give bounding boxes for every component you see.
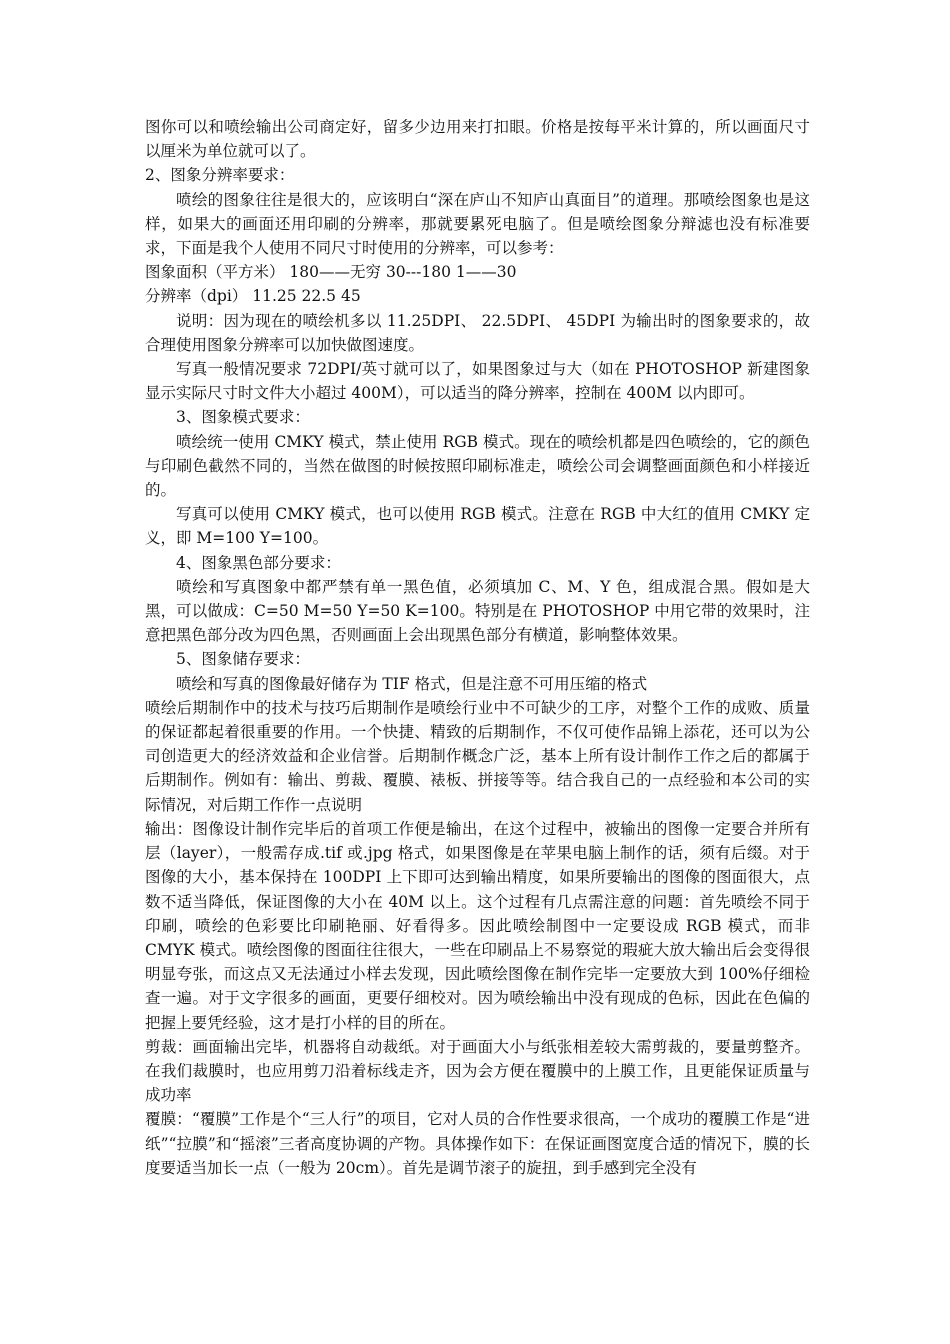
paragraph: 喷绘的图象往往是很大的，应该明白“深在庐山不知庐山真面目”的道理。那喷绘图象也是这样，如果大的画面还用印刷的分辨率，那就要累死电脑了。但是喷绘图象分辩滤也没有标准要求，下面是我个人使用不同尺寸时使用的分辨率，可以参考： [145, 190, 810, 258]
paragraph: 覆膜：“覆膜”工作是个“三人行”的项目，它对人员的合作性要求很高，一个成功的覆膜工作是“进纸”“拉膜”和“摇滚”三者高度协调的产物。具体操作如下：在保证画图宽度合适的情况下，膜的长度要适当加长一点（一般为 20cm）。首先是调节滚子的旋扭，到手感到完全没有 [145, 1110, 810, 1177]
paragraph: 分辨率（dpi） 11.25 22.5 45 [145, 287, 361, 306]
document-body [145, 115, 810, 1180]
paragraph: 图象面积（平方米） 180——无穷 30---180 1——30 [145, 263, 517, 282]
paragraph: 4、图象黑色部分要求： [176, 553, 341, 572]
paragraph: 喷绘后期制作中的技术与技巧后期制作是喷绘行业中不可缺少的工序，对整个工作的成败、质量的保证都起着很重要的作用。一个快捷、精致的后期制作，不仅可使作品锦上添花，还可以为公司创造更大的经济效益和企业信誉。后期制作概念广泛，基本上所有设计制作工作之后的都属于后期制作。例如有：输出、剪裁、覆膜、裱板、拼接等等。结合我自己的一点经验和本公司的实际情况，对后期工作作一点说明 [145, 698, 810, 814]
paragraph: 喷绘统一使用 CMKY 模式，禁止使用 RGB 模式。现在的喷绘机都是四色喷绘的，它的颜色与印刷色截然不同的，当然在做图的时候按照印刷标准走，喷绘公司会调整画面颜色和小样接近的。 [145, 432, 810, 500]
paragraph: 3、图象模式要求： [176, 408, 310, 427]
paragraph: 写真一般情况要求 72DPI/英寸就可以了，如果图象过与大（如在 PHOTOSHOP 新建图象显示实际尺寸时文件大小超过 400M），可以适当的降分辨率，控制在 400M 以内即可。 [145, 360, 810, 403]
paragraph: 喷绘和写真的图像最好储存为 TIF 格式，但是注意不可用压缩的格式 [176, 674, 648, 693]
paragraph: 2、图象分辨率要求： [145, 166, 295, 185]
paragraph: 说明：因为现在的喷绘机多以 11.25DPI、 22.5DPI、 45DPI 为输出时的图象要求的，故合理使用图象分辨率可以加快做图速度。 [145, 311, 810, 354]
paragraph: 图你可以和喷绘输出公司商定好，留多少边用来打扣眼。价格是按每平米计算的，所以画面尺寸以厘米为单位就可以了。 [145, 118, 810, 161]
paragraph: 写真可以使用 CMKY 模式，也可以使用 RGB 模式。注意在 RGB 中大红的值用 CMKY 定义，即 M=100 Y=100。 [145, 505, 810, 548]
paragraph: 剪裁：画面输出完毕，机器将自动裁纸。对于画面大小与纸张相差较大需剪裁的，要量剪整齐。在我们裁膜时，也应用剪刀沿着标线走齐，因为会方便在覆膜中的上膜工作，且更能保证质量与成功率 [145, 1037, 810, 1105]
paragraph: 输出：图像设计制作完毕后的首项工作便是输出，在这个过程中，被输出的图像一定要合并所有层（layer），一般需存成.tif 或.jpg 格式，如果图像是在苹果电脑上制作的话，须有后缀。对于图像的大小，基本保持在 100DPI 上下即可达到输出精度，如果所要输出的图像的图面很大，点数不适当降低，保证图像的大小在 40M 以上。这个过程有几点需注意的问题：首先喷绘不同于印刷，喷绘的色彩要比印刷艳丽、好看得多。因此喷绘制图中一定要设成 RGB 模式，而非 CMYK 模式。喷绘图像的图面往往很大，一些在印刷品上不易察觉的瑕疵大放大输出后会变得很明显夸张，而这点又无法通过小样去发现，因此喷绘图像在制作完毕一定要放大到 100%仔细检查一遍。对于文字很多的画面，更要仔细校对。因为喷绘输出中没有现成的色标，因此在色偏的把握上要凭经验，这才是打小样的目的所在。 [145, 819, 810, 1032]
paragraph: 喷绘和写真图象中都严禁有单一黑色值，必须填加 C、M、Y 色，组成混合黑。假如是大黑，可以做成：C=50 M=50 Y=50 K=100。特别是在 PHOTOSHOP 中用它带的效果时，注意把黑色部分改为四色黑，否则画面上会出现黑色部分有横道，影响整体效果。 [145, 577, 810, 645]
paragraph: 5、图象储存要求： [176, 650, 310, 669]
